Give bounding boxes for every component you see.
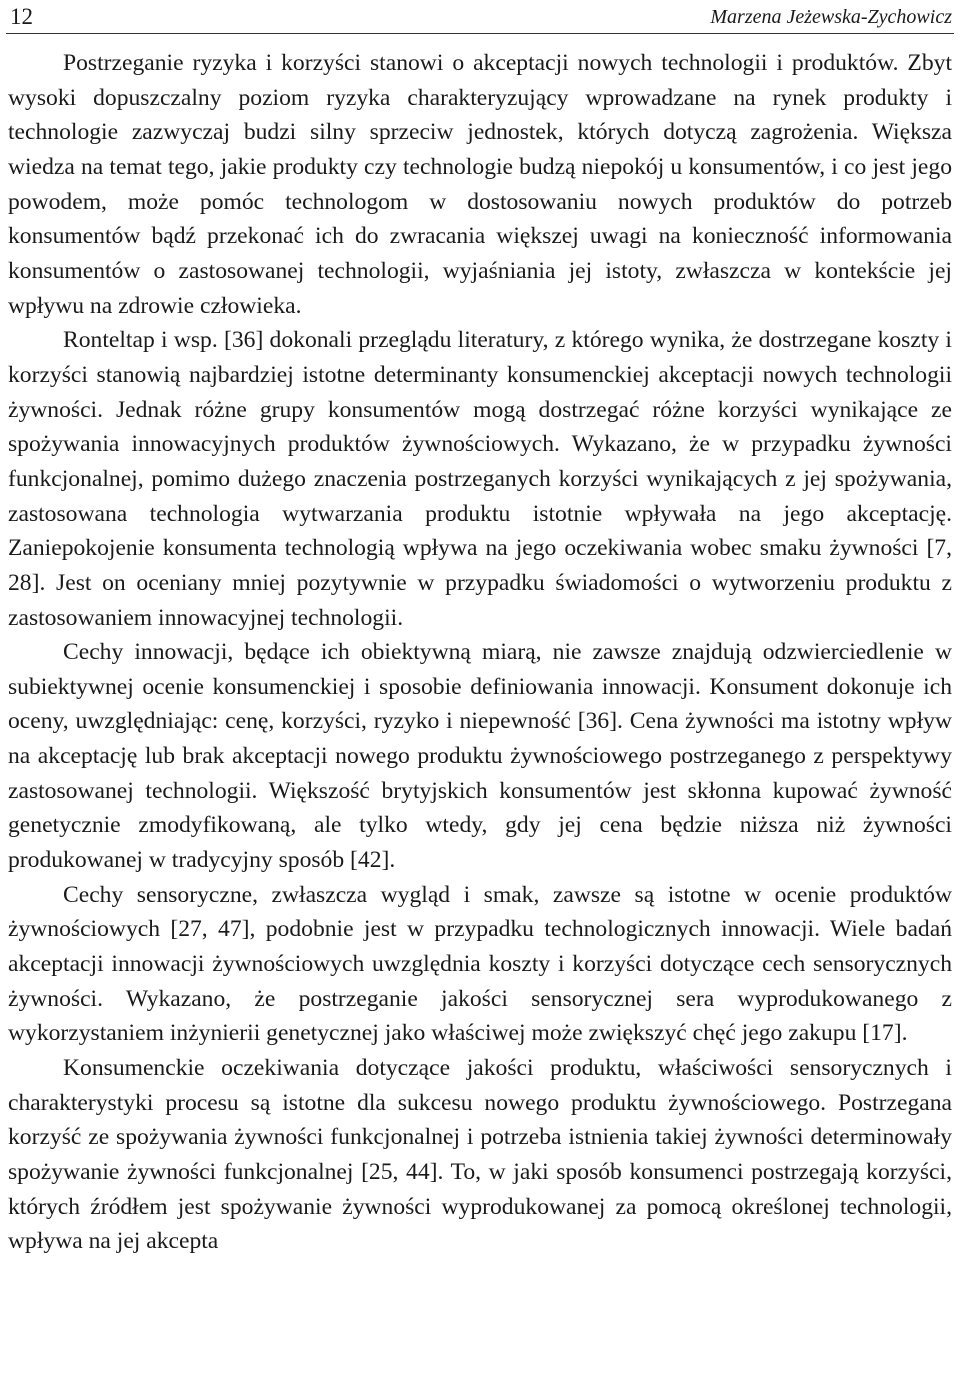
paragraph: Cechy innowacji, będące ich obiektywną miarą, nie zawsze znajdują odzwierciedlenie w subiektywnej ocenie konsumenckiej i sposobie definiowania innowacji. Konsument dokonuje ich oceny, uwzględniając: cenę, korzyści, ryzyko i niepewność [36]. Cena żywności ma istotny wpływ na akceptację lub brak akceptacji nowego produktu żywnościowego postrzeganego z perspektywy zastosowanej technologii. Większość brytyjskich konsumentów jest skłonna kupować żywność genetycznie zmodyfikowaną, ale tylko wtedy, gdy jej cena będzie niższa niż żywności produkowanej w tradycyjny sposób [42]. bbox=[8, 639, 952, 874]
body-text bbox=[8, 46, 952, 1259]
page-number: 12 bbox=[10, 4, 33, 29]
paragraph: Ronteltap i wsp. [36] dokonali przeglądu literatury, z którego wynika, że dostrzegane koszty i korzyści stanowią najbardziej istotne determinanty konsumenckiej akceptacji nowych technologii żywności. Jednak różne grupy konsumentów mogą dostrzegać różne korzyści wynikające ze spożywania innowacyjnych produktów żywnościowych. Wykazano, że w przypadku żywności funkcjonalnej, pomimo dużego znaczenia postrzeganych korzyści wynikających z jej spożywania, zastosowana technologia wytwarzania produktu istotnie wpływała na jego akceptację. Zaniepokojenie konsumenta technologią wpływa na jego oczekiwania wobec smaku żywności [7, 28]. Jest on oceniany mniej pozytywnie w przypadku świadomości o wytworzeniu produktu z zastosowaniem innowacyjnej technologii. bbox=[8, 327, 952, 631]
page-header bbox=[6, 0, 954, 34]
paragraph: Konsumenckie oczekiwania dotyczące jakości produktu, właściwości sensorycznych i charakterystyki procesu są istotne dla sukcesu nowego produktu żywnościowego. Postrzegana korzyść ze spożywania żywności funkcjonalnej i potrzeba istnienia takiej żywności determinowały spożywanie żywności funkcjonalnej [25, 44]. To, w jaki sposób konsumenci postrzegają korzyści, których źródłem jest spożywanie żywności wyprodukowanej za pomocą określonej technologii, wpływa na jej akcepta bbox=[8, 1055, 952, 1255]
paragraph: Cechy sensoryczne, zwłaszcza wygląd i smak, zawsze są istotne w ocenie produktów żywnościowych [27, 47], podobnie jest w przypadku technologicznych innowacji. Wiele badań akceptacji innowacji żywnościowych uwzględnia koszty i korzyści dotyczące cech sensorycznych żywności. Wykazano, że postrzeganie jakości sensorycznej sera wyprodukowanego z wykorzystaniem inżynierii genetycznej jako właściwej może zwiększyć chęć jego zakupu [17]. bbox=[8, 881, 952, 1047]
paragraph: Postrzeganie ryzyka i korzyści stanowi o akceptacji nowych technologii i produktów. Zbyt wysoki dopuszczalny poziom ryzyka charakteryzujący wprowadzane na rynek produkty i technologie zazwyczaj budzi silny sprzeciw jednostek, których dotyczą zagrożenia. Większa wiedza na temat tego, jakie produkty czy technologie budzą niepokój u konsumentów, i co jest jego powodem, może pomóc technologom w dostosowaniu nowych produktów do potrzeb konsumentów bądź przekonać ich do zwracania większej uwagi na konieczność informowania konsumentów o zastosowanej technologii, wyjaśniania jej istoty, zwłaszcza w kontekście jej wpływu na zdrowie człowieka. bbox=[8, 50, 952, 319]
running-head-author: Marzena Jeżewska-Zychowicz bbox=[710, 6, 952, 28]
